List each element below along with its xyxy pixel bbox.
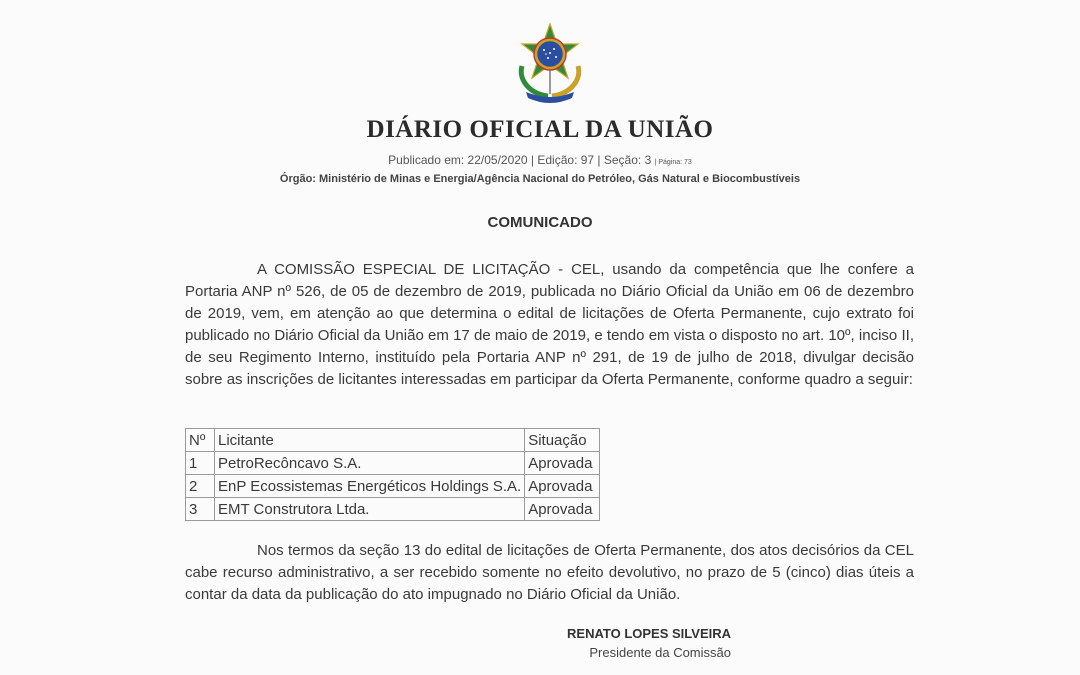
table-row <box>186 498 600 521</box>
header-cell-bidder: Licitante <box>215 429 525 452</box>
masthead-title: DIÁRIO OFICIAL DA UNIÃO <box>366 116 714 143</box>
paragraph-appeal-text: Nos termos da seção 13 do edital de licitações de Oferta Permanente, dos atos decisórios da CEL cabe recurso administrativo, a ser recebido somente no efeito devolutivo, no prazo de 5 (cinco) dias úteis a contar da data da publicação do ato impugnado no Diário Oficial da União. <box>185 542 914 603</box>
cell-bidder: EnP Ecossistemas Energéticos Holdings S.A. <box>215 475 525 498</box>
cell-status: Aprovada <box>525 498 600 521</box>
table-row <box>186 475 600 498</box>
bidders-table <box>185 428 600 521</box>
cell-status: Aprovada <box>525 452 600 475</box>
brazil-coat-of-arms-icon <box>508 20 592 104</box>
page-number: | Página: 73 <box>654 159 692 166</box>
cell-number: 3 <box>186 498 215 521</box>
cell-number: 1 <box>186 452 215 475</box>
table-header-row <box>186 429 600 452</box>
cell-status: Aprovada <box>525 475 600 498</box>
paragraph-appeal <box>185 540 914 606</box>
cell-bidder: PetroRecôncavo S.A. <box>215 452 525 475</box>
cell-bidder: EMT Construtora Ltda. <box>215 498 525 521</box>
signatory-role: Presidente da Comissão <box>589 645 731 660</box>
signatory-name: RENATO LOPES SILVEIRA <box>567 626 731 641</box>
organ-line: Órgão: Ministério de Minas e Energia/Agência Nacional do Petróleo, Gás Natural e Biocombustíveis <box>279 173 801 185</box>
header-cell-status: Situação <box>525 429 600 452</box>
document-heading: COMUNICADO <box>487 214 593 231</box>
publication-details: Publicado em: 22/05/2020 | Edição: 97 | Seção: 3 <box>388 153 652 167</box>
cell-number: 2 <box>186 475 215 498</box>
paragraph-intro-text: A COMISSÃO ESPECIAL DE LICITAÇÃO - CEL, usando da competência que lhe confere a Portaria ANP nº 526, de 05 de dezembro de 2019, publicada no Diário Oficial da União em 06 de dezembro de 2019, vem, em atenção ao que determina o edital de licitações de Oferta Permanente, cujo extrato foi publicado no Diário Oficial da União em 17 de maio de 2019, e tendo em vista o disposto no art. 10º, inciso II, de seu Regimento Interno, instituído pela Portaria ANP nº 291, de 19 de julho de 2018, divulgar decisão sobre as inscrições de licitantes interessadas em participar da Oferta Permanente, conforme quadro a seguir: <box>185 261 914 388</box>
publication-info <box>0 153 1080 167</box>
paragraph-intro <box>185 259 914 391</box>
header-cell-number: Nº <box>186 429 215 452</box>
table-row <box>186 452 600 475</box>
